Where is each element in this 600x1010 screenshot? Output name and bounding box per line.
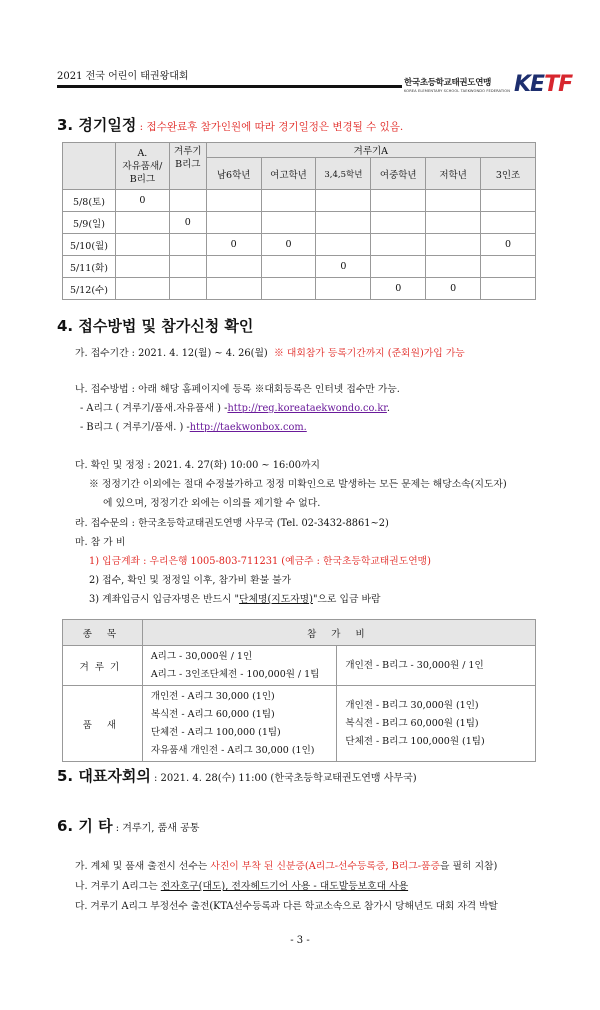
table-row: 5/11(화) 0 [63, 256, 536, 278]
schedule-subhead: 여고학년 [261, 158, 316, 190]
logo-korean-text: 한국초등학교태권도연맹 [404, 78, 492, 88]
fee-head-fee: 참 가 비 [142, 620, 535, 646]
section5-title: 5. 대표자회의 : 2021. 4. 28(수) 11:00 (한국초등학교태권도연맹 사무국) [57, 767, 417, 785]
section4-title: 4. 접수방법 및 참가신청 확인 [57, 317, 254, 335]
header-title: 2021 전국 어린이 태권왕대회 [57, 71, 189, 82]
section6-da: 다. 겨루기 A리그 부정선수 출전(KTA선수등록과 다른 학교소속으로 참가시 당해년도 대회 자격 박탈 [75, 901, 498, 912]
fee-head-kind: 종 목 [63, 620, 143, 646]
section6-note: : 겨루기, 품새 공통 [112, 823, 200, 834]
section4-da-note1: ※ 정정기간 이외에는 절대 수정불가하고 정정 미확인으로 발생하는 모든 문제는 해당소속(지도자) [89, 479, 507, 490]
schedule-subhead: 저학년 [426, 158, 481, 190]
page-number: - 3 - [290, 935, 310, 946]
section6-na: 나. 겨루기 A리그는 전자호구(대도), 전자헤드기어 사용 - 대도발등보호대 사용 [75, 881, 409, 892]
section4-ra: 라. 접수문의 : 한국초등학교태권도연맹 사무국 (Tel. 02-3432-8861~2) [75, 518, 389, 529]
schedule-head-group: 겨루기A [206, 143, 535, 158]
schedule-head-b: 겨루기 B리그 [169, 143, 206, 190]
schedule-corner-cell [63, 143, 116, 190]
ketf-logo-mark: KETF [514, 72, 573, 97]
b-league-link[interactable]: http://taekwonbox.com. [189, 422, 307, 433]
schedule-subhead: 3,4,5학년 [316, 158, 371, 190]
logo-english-text: KOREA ELEMENTARY SCHOOL TAEKWONDO FEDERATION [404, 89, 510, 93]
fee-table [62, 619, 536, 762]
section4-da: 다. 확인 및 정정 : 2021. 4. 27(화) 10:00 ~ 16:00까지 [75, 460, 320, 471]
schedule-subhead: 남6학년 [206, 158, 261, 190]
section3-note: : 접수완료후 참가인원에 따라 경기일정은 변경될 수 있음. [136, 121, 404, 133]
section4-ma-2: 2) 접수, 확인 및 정정일 이후, 참가비 환불 불가 [89, 575, 292, 586]
section5-note: : 2021. 4. 28(수) 11:00 (한국초등학교태권도연맹 사무국) [150, 773, 417, 784]
section4-da-note2: 에 있으며, 정정기간 외에는 이의를 제기할 수 없다. [103, 498, 321, 509]
section6-title: 6. 기 타 : 겨루기, 품새 공통 [57, 817, 200, 835]
schedule-subhead: 여중학년 [371, 158, 426, 190]
b-league-line: - B리그 ( 겨루기/품새. ) -http://taekwonbox.com. [80, 422, 307, 433]
section4-ma-1: 1) 입금계좌 : 우리은행 1005-803-711231 (예금주 : 한국초등학교태권도연맹) [89, 556, 431, 567]
section4-ma: 마. 참 가 비 [75, 537, 126, 548]
section4-ga: 가. 접수기간 : 2021. 4. 12(월) ~ 4. 26(월) ※ 대회참가 등록기간까지 (준회원)가입 가능 [75, 348, 465, 359]
section4-na: 나. 접수방법 : 아래 해당 홈페이지에 등록 ※대회등록은 인터넷 접수만 가능. [75, 384, 400, 395]
schedule-head-a: A. 자유품새/ B리그 [115, 143, 169, 190]
a-league-link[interactable]: http://reg.koreataekwondo.co.kr [227, 403, 387, 414]
table-row: 겨루기 A리그 - 30,000원 / 1인 A리그 - 3인조단체전 - 100,000원 / 1팀 개인전 - B리그 - 30,000원 / 1인 [63, 646, 536, 686]
table-row: 5/8(토) 0 [63, 190, 536, 212]
schedule-table [62, 142, 536, 300]
schedule-subhead: 3인조 [481, 158, 536, 190]
section6-ga: 가. 계체 및 품새 출전시 선수는 사진이 부착 된 신분증(A리그-선수등록증, B리그-품증을 필히 지참) [75, 861, 498, 872]
table-row: 5/10(월) 0 0 0 [63, 234, 536, 256]
section3-title: 3. 경기일정 : 접수완료후 참가인원에 따라 경기일정은 변경될 수 있음. [57, 116, 404, 134]
federation-logo [404, 72, 572, 97]
section4-ma-3: 3) 계좌입금시 입금자명은 반드시 "단체명(지도자명)"으로 입금 바람 [89, 594, 381, 605]
a-league-line: - A리그 ( 겨루기/품새.자유품새 ) -http://reg.koreataekwondo.co.kr. [80, 403, 391, 414]
header-rule [57, 85, 402, 88]
table-row: 5/12(수) 0 0 [63, 278, 536, 300]
table-row: 품 새 개인전 - A리그 30,000 (1인) 복식전 - A리그 60,000 (1팀) 단체전 - A리그 100,000 (1팀) 자유품새 개인전 - A리그 30,000 (1인) 개인전 - B리그 30,000원 (1인) 복식전 - B리그 60,000원 (1팀) 단체전 - B리그 100,000원 (1팀) [63, 686, 536, 762]
table-row: 5/9(일) 0 [63, 212, 536, 234]
